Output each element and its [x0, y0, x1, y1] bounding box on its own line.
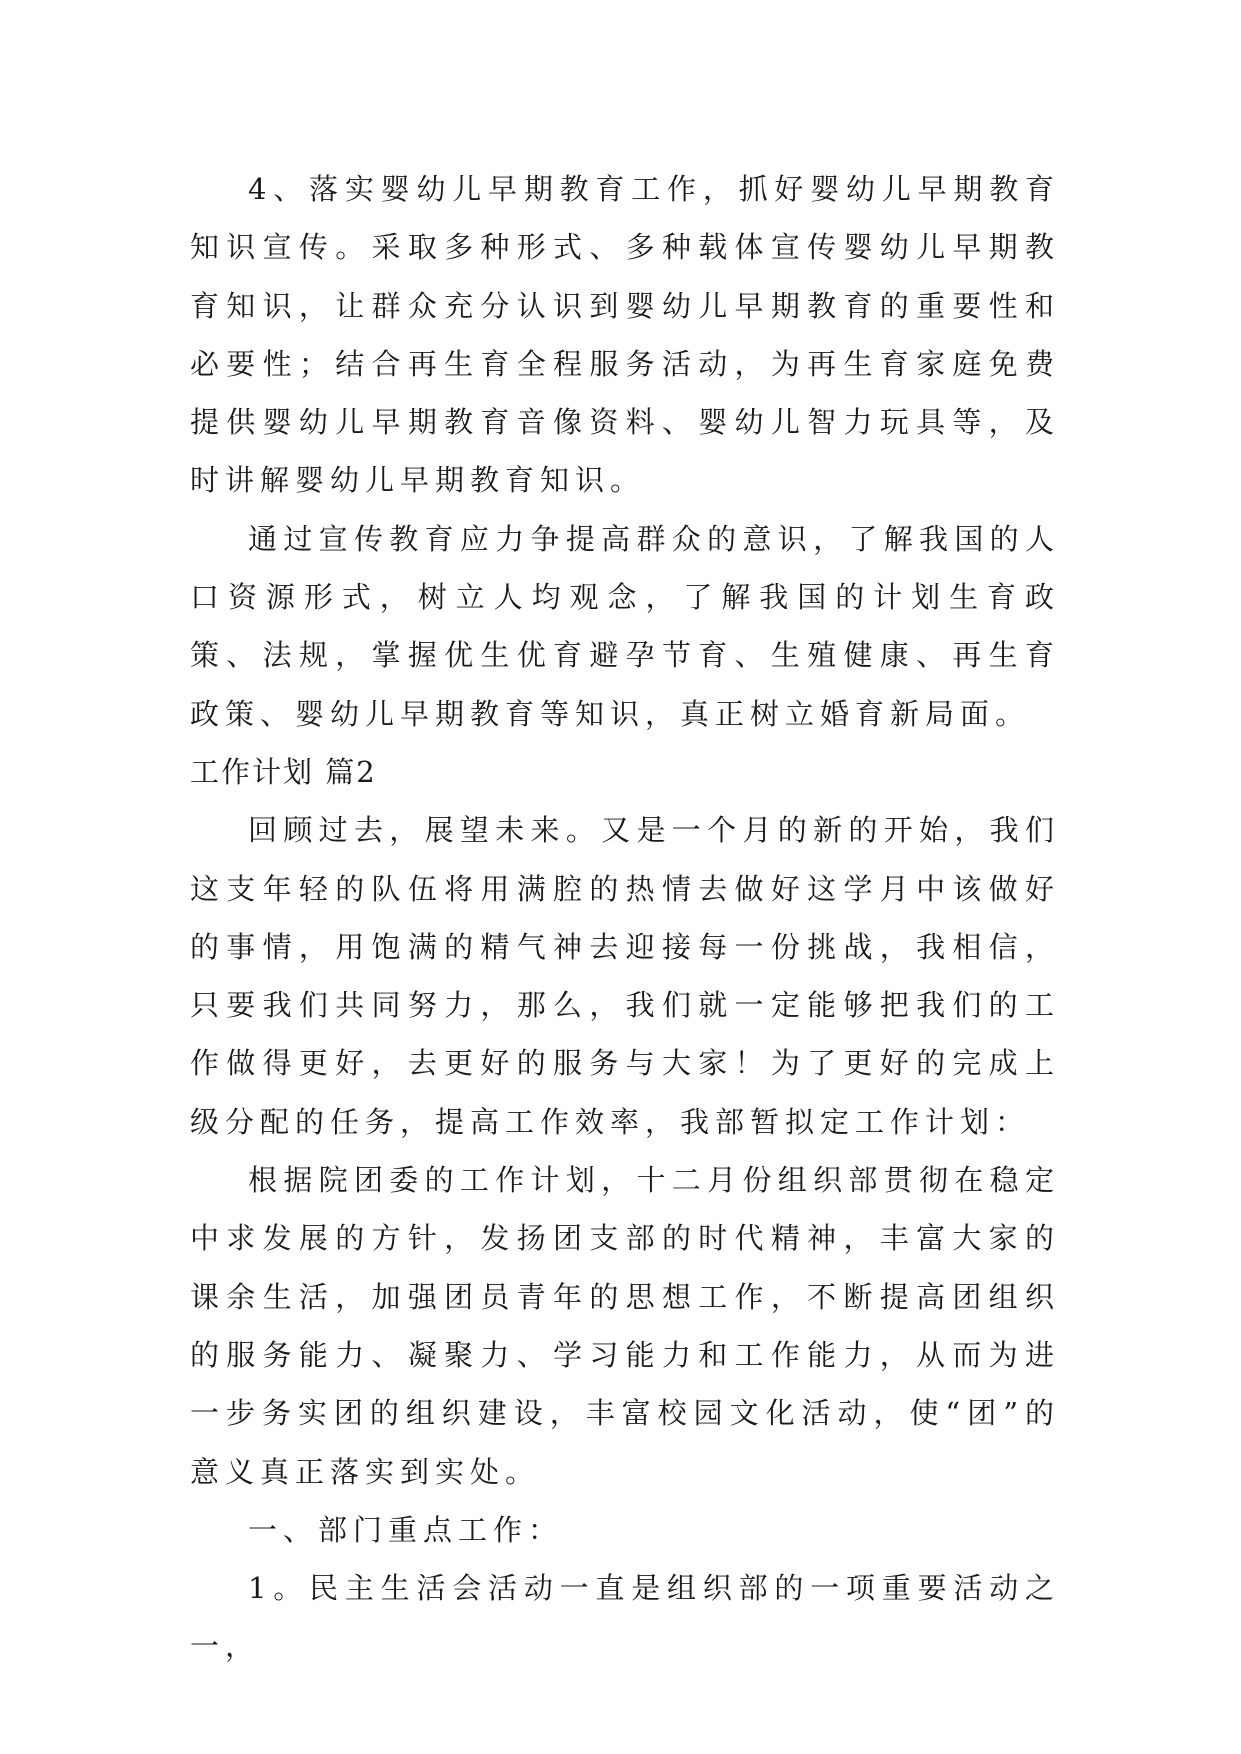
- paragraph-review-outlook: 回顾过去，展望未来。又是一个月的新的开始，我们这支年轻的队伍将用满腔的热情去做好这学月中该做好的事情，用饱满的精气神去迎接每一份挑战，我相信，只要我们共同努力，那么，我们就一定能够把我们的工作做得更好，去更好的服务与大家！为了更好的完成上级分配的任务，提高工作效率，我部暂拟定工作计划：: [190, 813, 1060, 1139]
- section-heading: 工作计划 篇2: [190, 754, 377, 789]
- paragraph-democratic-meeting: 1。民主生活会活动一直是组织部的一项重要活动之一，: [190, 1571, 1060, 1664]
- paragraph-key-work-title: 一、部门重点工作：: [248, 1512, 564, 1547]
- paragraph-early-education: 4、落实婴幼儿早期教育工作，抓好婴幼儿早期教育知识宣传。采取多种形式、多种载体宣传婴幼儿早期教育知识，让群众充分认识到婴幼儿早期教育的重要性和必要性；结合再生育全程服务活动，为再生育家庭免费提供婴幼儿早期教育音像资料、婴幼儿智力玩具等，及时讲解婴幼儿早期教育知识。: [190, 172, 1060, 498]
- paragraph-league-plan: 根据院团委的工作计划，十二月份组织部贯彻在稳定中求发展的方针，发扬团支部的时代精神，丰富大家的课余生活，加强团员青年的思想工作，不断提高团组织的服务能力、凝聚力、学习能力和工作能力，从而为进一步务实团的组织建设，丰富校园文化活动，使“团”的意义真正落实到实处。: [190, 1163, 1060, 1489]
- paragraph-publicity-summary: 通过宣传教育应力争提高群众的意识，了解我国的人口资源形式，树立人均观念，了解我国的计划生育政策、法规，掌握优生优育避孕节育、生殖健康、再生育政策、婴幼儿早期教育等知识，真正树立婚育新局面。: [190, 521, 1060, 731]
- document-body: [190, 160, 1060, 1676]
